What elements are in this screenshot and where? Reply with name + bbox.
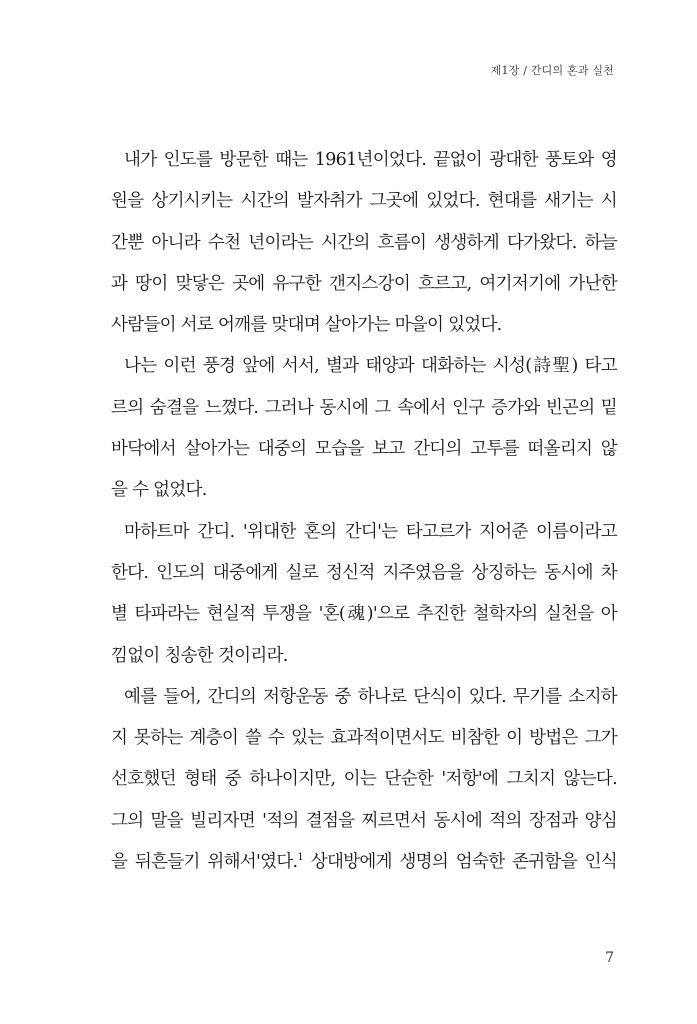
footnote-marker[interactable]: 1 <box>297 852 304 864</box>
text-line: 을 수 없었다. <box>111 480 207 501</box>
text-line <box>111 842 617 883</box>
text-line: 내가 인도를 방문한 때는 1961년이었다. 끝없이 광대한 풍토와 영 <box>124 150 617 170</box>
text-line: 지 못하는 계층이 쓸 수 있는 효과적이면서도 비참한 이 방법은 그가 <box>111 728 617 749</box>
paragraph <box>111 677 617 883</box>
text-line: 나는 이런 풍경 앞에 서서, 별과 태양과 대화하는 시성(詩聖) 타고 <box>124 356 617 377</box>
text-line: 낌없이 칭송한 것이리라. <box>111 645 288 666</box>
text-line: 한다. 인도의 대중에게 실로 정신적 지주였음을 상징하는 동시에 차 <box>111 562 617 583</box>
text-line: 바닥에서 살아가는 대중의 모습을 보고 간디의 고투를 떠올리지 않 <box>111 439 617 460</box>
text-line: 간뿐 아니라 수천 년이라는 시간의 흐름이 생생하게 다가왔다. 하늘 <box>111 232 617 253</box>
text-line: 원을 상기시키는 시간의 발자취가 그곳에 있었다. 현대를 새기는 시 <box>111 191 617 212</box>
text-line: 사람들이 서로 어깨를 맞대며 살아가는 마을이 있었다. <box>111 315 502 336</box>
body-text <box>111 140 617 883</box>
paragraph <box>111 140 617 346</box>
page-number: 7 <box>605 950 614 966</box>
paragraph <box>111 512 617 677</box>
text-line: 그의 말을 빌리자면 '적의 결점을 찌르면서 동시에 적의 장점과 양심 <box>111 810 617 831</box>
text-line: 선호했던 형태 중 하나이지만, 이는 단순한 '저항'에 그치지 않는다. <box>111 769 617 790</box>
running-header: 제1장 / 간디의 혼과 실천 <box>490 64 614 77</box>
text-line: 마하트마 간디. '위대한 혼의 간디'는 타고르가 지어준 이름이라고 <box>124 521 617 542</box>
text-line: 르의 숨결을 느꼈다. 그러나 동시에 그 속에서 인구 증가와 빈곤의 밑 <box>111 397 617 418</box>
paragraph <box>111 346 617 511</box>
text-line: 예를 들어, 간디의 저항운동 중 하나로 단식이 있다. 무기를 소지하 <box>124 686 617 707</box>
text-fragment: 을 뒤흔들기 위해서'였다. <box>111 852 298 873</box>
text-line: 과 땅이 맞닿은 곳에 유구한 갠지스강이 흐르고, 여기저기에 가난한 <box>111 273 617 294</box>
text-fragment: 상대방에게 생명의 엄숙한 존귀함을 인식 <box>310 852 617 873</box>
text-line: 별 타파라는 현실적 투쟁을 '혼(魂)'으로 추진한 철학자의 실천을 아 <box>111 604 617 625</box>
